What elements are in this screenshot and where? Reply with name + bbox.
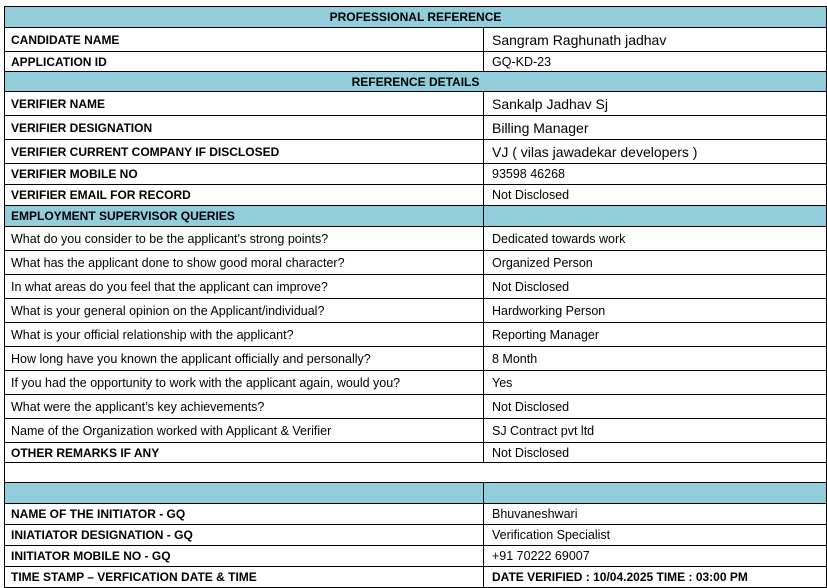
verifier-email-label: VERIFIER EMAIL FOR RECORD — [4, 184, 483, 205]
blank-row — [4, 462, 827, 482]
verifier-email-value: Not Disclosed — [483, 184, 827, 205]
query-answer: Not Disclosed — [483, 394, 827, 418]
query-row — [4, 394, 827, 418]
query-row — [4, 274, 827, 298]
query-question: What is your general opinion on the Applicant/individual? — [4, 298, 483, 322]
reference-details-title: REFERENCE DETAILS — [4, 71, 827, 91]
blank-cell — [4, 462, 827, 482]
query-question: What do you consider to be the applicant's strong points? — [4, 226, 483, 250]
verifier-designation-row — [4, 115, 827, 139]
verifier-mobile-label: VERIFIER MOBILE NO — [4, 163, 483, 184]
verifier-name-label: VERIFIER NAME — [4, 91, 483, 115]
queries-header-row — [4, 205, 827, 226]
query-answer: Dedicated towards work — [483, 226, 827, 250]
query-answer: SJ Contract pvt ltd — [483, 418, 827, 442]
query-row — [4, 322, 827, 346]
reference-details-row — [4, 71, 827, 91]
other-remarks-value: Not Disclosed — [483, 442, 827, 462]
initiator-mobile-label: INITIATOR MOBILE NO - GQ — [4, 545, 483, 566]
query-question: What has the applicant done to show good moral character? — [4, 250, 483, 274]
query-answer: Hardworking Person — [483, 298, 827, 322]
query-row — [4, 418, 827, 442]
queries-title: EMPLOYMENT SUPERVISOR QUERIES — [4, 205, 483, 226]
reference-sheet — [4, 6, 827, 588]
other-remarks-row — [4, 442, 827, 462]
query-question: If you had the opportunity to work with the applicant again, would you? — [4, 370, 483, 394]
verifier-mobile-value: 93598 46268 — [483, 163, 827, 184]
other-remarks-label: OTHER REMARKS IF ANY — [4, 442, 483, 462]
verifier-email-row — [4, 184, 827, 205]
verifier-name-row — [4, 91, 827, 115]
query-answer: Reporting Manager — [483, 322, 827, 346]
verifier-mobile-row — [4, 163, 827, 184]
application-id-label: APPLICATION ID — [4, 51, 483, 71]
verifier-company-row — [4, 139, 827, 163]
queries-header-blank — [483, 205, 827, 226]
timestamp-label: TIME STAMP – VERFICATION DATE & TIME — [4, 566, 483, 588]
initiator-mobile-value: +91 70222 69007 — [483, 545, 827, 566]
query-answer: 8 Month — [483, 346, 827, 370]
application-id-value: GQ-KD-23 — [483, 51, 827, 71]
initiator-name-row — [4, 503, 827, 524]
query-row — [4, 298, 827, 322]
initiator-designation-label: INIATIATOR DESIGNATION - GQ — [4, 524, 483, 545]
query-answer: Not Disclosed — [483, 274, 827, 298]
initiator-designation-value: Verification Specialist — [483, 524, 827, 545]
query-answer: Yes — [483, 370, 827, 394]
title-row — [4, 6, 827, 27]
initiator-name-value: Bhuvaneshwari — [483, 503, 827, 524]
candidate-name-value: Sangram Raghunath jadhav — [483, 27, 827, 51]
verifier-designation-label: VERIFIER DESIGNATION — [4, 115, 483, 139]
verifier-company-label: VERIFIER CURRENT COMPANY IF DISCLOSED — [4, 139, 483, 163]
initiator-header-row — [4, 482, 827, 503]
verifier-designation-value: Billing Manager — [483, 115, 827, 139]
query-question: What were the applicant’s key achievements? — [4, 394, 483, 418]
initiator-header-right — [483, 482, 827, 503]
initiator-header-left — [4, 482, 483, 503]
query-question: How long have you known the applicant officially and personally? — [4, 346, 483, 370]
query-question: Name of the Organization worked with Applicant & Verifier — [4, 418, 483, 442]
query-question: What is your official relationship with the applicant? — [4, 322, 483, 346]
query-question: In what areas do you feel that the applicant can improve? — [4, 274, 483, 298]
verifier-company-value: VJ ( vilas jawadekar developers ) — [483, 139, 827, 163]
timestamp-row — [4, 566, 827, 588]
verifier-name-value: Sankalp Jadhav Sj — [483, 91, 827, 115]
query-answer: Organized Person — [483, 250, 827, 274]
candidate-name-label: CANDIDATE NAME — [4, 27, 483, 51]
application-id-row — [4, 51, 827, 71]
query-row — [4, 370, 827, 394]
sheet-title: PROFESSIONAL REFERENCE — [4, 6, 827, 27]
initiator-name-label: NAME OF THE INITIATOR - GQ — [4, 503, 483, 524]
initiator-mobile-row — [4, 545, 827, 566]
timestamp-value: DATE VERIFIED : 10/04.2025 TIME : 03:00 PM — [483, 566, 827, 588]
query-row — [4, 346, 827, 370]
candidate-name-row — [4, 27, 827, 51]
query-row — [4, 250, 827, 274]
initiator-designation-row — [4, 524, 827, 545]
query-row — [4, 226, 827, 250]
